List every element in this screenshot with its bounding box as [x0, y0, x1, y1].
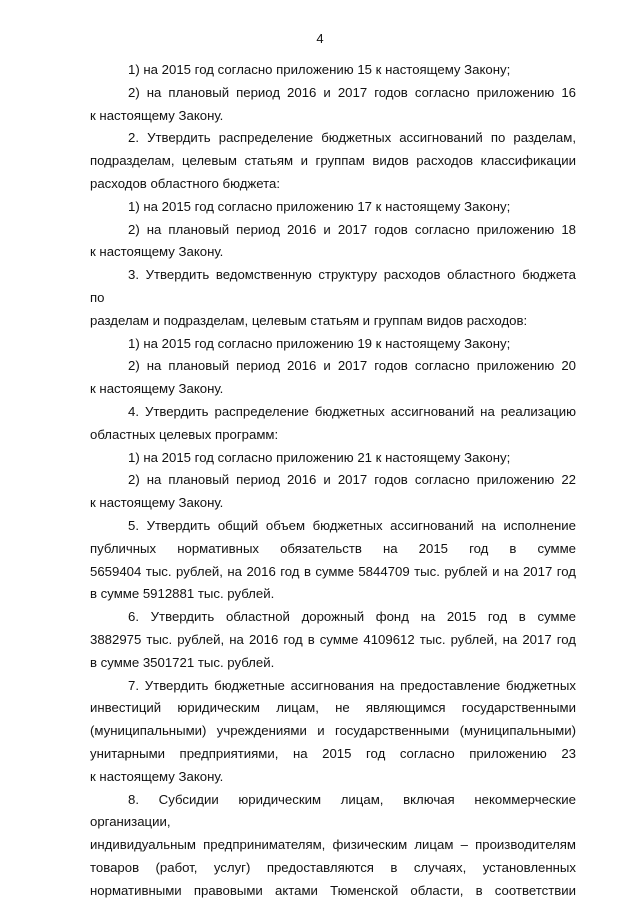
text-line: индивидуальным предпринимателям, физическим лицам – производителям — [90, 837, 576, 853]
text-line: 1) на 2015 год согласно приложению 19 к настоящему Закону; — [128, 335, 511, 351]
text-line: 2. Утвердить распределение бюджетных ассигнований по разделам, — [128, 130, 576, 146]
text-line: 1) на 2015 год согласно приложению 15 к настоящему Закону; — [128, 62, 511, 77]
text-line: инвестиций юридическим лицам, не являющимся государственными — [90, 700, 576, 716]
text-line: унитарными предприятиями, на 2015 год согласно приложению 23 — [90, 745, 576, 761]
text-line: к настоящему Закону. — [90, 495, 224, 511]
text-line: к настоящему Закону. — [90, 107, 224, 123]
text-line: 2) на плановый период 2016 и 2017 годов согласно приложению 16 — [128, 84, 576, 100]
document-body — [90, 59, 576, 902]
text-line: 3882975 тыс. рублей, на 2016 год в сумме 4109612 тыс. рублей, на 2017 год — [90, 631, 576, 647]
text-line: к настоящему Закону. — [90, 381, 224, 397]
text-line: 5659404 тыс. рублей, на 2016 год в сумме 5844709 тыс. рублей и на 2017 год — [90, 563, 576, 579]
text-line: 1) на 2015 год согласно приложению 17 к настоящему Закону; — [128, 198, 511, 214]
text-line: в сумме 5912881 тыс. рублей. — [90, 586, 275, 602]
text-line: 7. Утвердить бюджетные ассигнования на предоставление бюджетных — [128, 677, 576, 693]
text-line: публичных нормативных обязательств на 2015 год в сумме — [90, 540, 576, 556]
text-line: 3. Утвердить ведомственную структуру расходов областного бюджета по — [90, 267, 576, 305]
text-line: 2) на плановый период 2016 и 2017 годов согласно приложению 20 — [128, 358, 576, 374]
text-line: нормативными правовыми актами Тюменской области, в соответствии — [90, 882, 576, 898]
text-line: расходов областного бюджета: — [90, 175, 280, 191]
text-line: 5. Утвердить общий объем бюджетных ассигнований на исполнение — [128, 517, 576, 533]
text-line: товаров (работ, услуг) предоставляются в случаях, установленных — [90, 859, 576, 875]
text-line: к настоящему Закону. — [90, 768, 224, 784]
text-line: 8. Субсидии юридическим лицам, включая некоммерческие организации, — [90, 791, 576, 830]
text-line: 6. Утвердить областной дорожный фонд на 2015 год в сумме — [128, 609, 576, 625]
text-line: разделам и подразделам, целевым статьям и группам видов расходов: — [90, 312, 528, 328]
text-line: (муниципальными) учреждениями и государственными (муниципальными) — [90, 723, 576, 739]
text-line: 2) на плановый период 2016 и 2017 годов согласно приложению 18 — [128, 221, 576, 237]
text-line: подразделам, целевым статьям и группам видов расходов классификации — [90, 153, 576, 169]
text-line: в сумме 3501721 тыс. рублей. — [90, 654, 275, 670]
text-line: областных целевых программ: — [90, 426, 279, 442]
page-number: 4 — [316, 31, 324, 46]
text-line: к настоящему Закону. — [90, 244, 224, 260]
text-line: 1) на 2015 год согласно приложению 21 к настоящему Закону; — [128, 449, 511, 465]
text-line: 2) на плановый период 2016 и 2017 годов согласно приложению 22 — [128, 472, 576, 488]
text-line: 4. Утвердить распределение бюджетных ассигнований на реализацию — [128, 403, 576, 419]
